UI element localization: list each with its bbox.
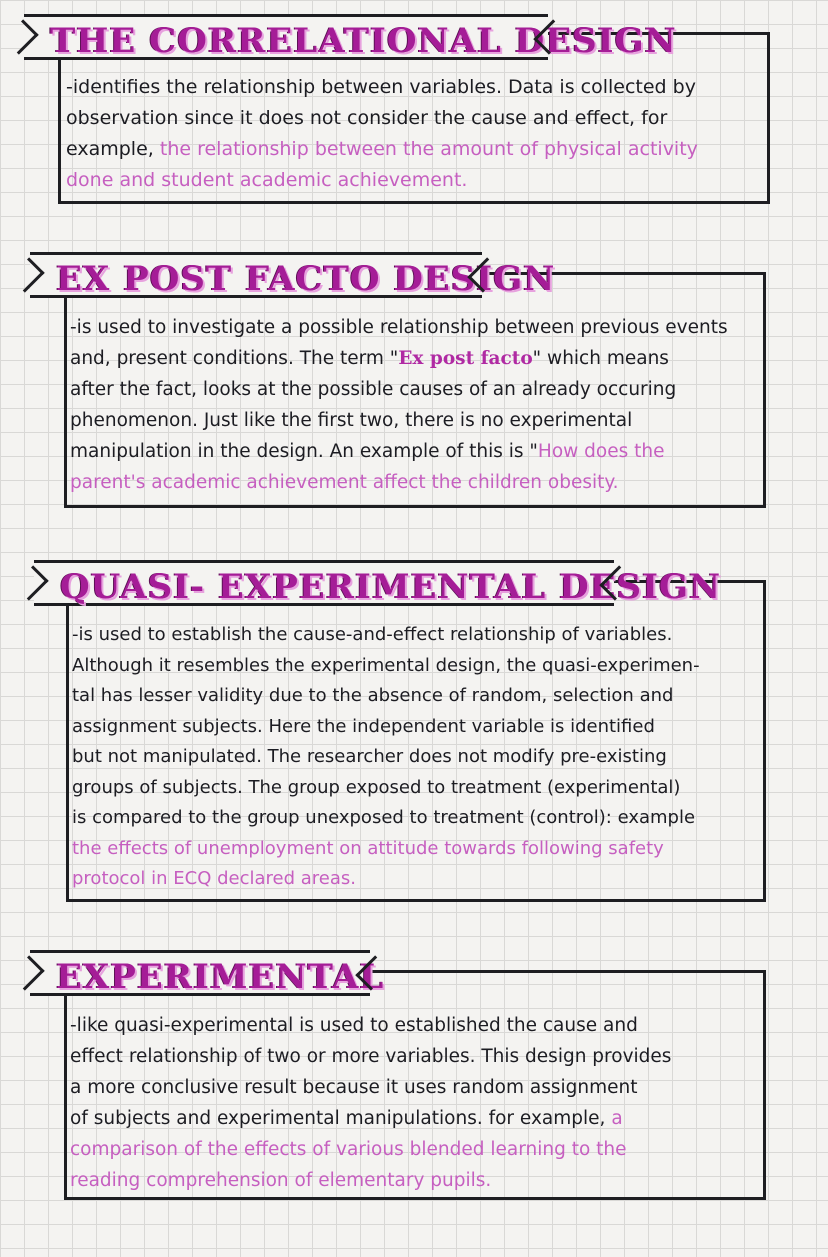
title-banner xyxy=(30,252,556,299)
section-body xyxy=(70,1010,762,1196)
example-line: comparison of the effects of various blended learning to the xyxy=(70,1139,627,1160)
body-line: observation since it does not consider the cause and effect, for xyxy=(66,107,668,129)
body-line: effect relationship of two or more variables. This design provides xyxy=(70,1046,672,1067)
example-line: the effects of unemployment on attitude towards following safety xyxy=(72,837,664,859)
example-line: protocol in ECQ declared areas. xyxy=(72,868,357,889)
body-line: groups of subjects. The group exposed to treatment (experimental) xyxy=(72,776,681,798)
body-line: is compared to the group unexposed to treatment (control): example xyxy=(72,807,696,828)
title-banner xyxy=(34,560,722,607)
body-text: and, present conditions. The term " xyxy=(70,348,399,369)
body-text: example, xyxy=(66,138,154,160)
example-text: How does the xyxy=(537,441,665,462)
section-title: EX POST FACTO DESIGN xyxy=(56,259,556,299)
body-line: -identifies the relationship between variables. Data is collected by xyxy=(66,76,696,98)
section-title: QUASI- EXPERIMENTAL DESIGN xyxy=(60,567,722,607)
body-text: manipulation in the design. An example of this is " xyxy=(70,441,538,462)
example-line: done and student academic achievement. xyxy=(66,169,468,191)
section-body xyxy=(72,620,762,895)
body-line: Although it resembles the experimental design, the quasi-experimen- xyxy=(72,654,700,676)
example-text: the relationship between the amount of physical activity xyxy=(159,138,698,160)
body-line: but not manipulated. The researcher does not modify pre-existing xyxy=(72,746,667,767)
body-line: -is used to investigate a possible relationship between previous events xyxy=(70,317,728,338)
title-banner xyxy=(24,14,677,61)
body-line xyxy=(70,436,762,467)
section-body xyxy=(66,72,766,196)
example-line: reading comprehension of elementary pupils. xyxy=(70,1170,492,1191)
body-line: phenomenon. Just like the first two, there is no experimental xyxy=(70,410,633,431)
section-title: THE CORRELATIONAL DESIGN xyxy=(50,21,677,61)
body-text: of subjects and experimental manipulations. for example, xyxy=(70,1108,606,1129)
section-title: EXPERIMENTAL xyxy=(56,957,385,997)
title-banner xyxy=(30,950,385,997)
body-line: assignment subjects. Here the independent variable is identified xyxy=(72,715,655,737)
body-line: tal has lesser validity due to the absence of random, selection and xyxy=(72,685,674,706)
body-line: a more conclusive result because it uses random assignment xyxy=(70,1077,638,1098)
example-line: parent's academic achievement affect the children obesity. xyxy=(70,472,619,493)
term-text: Ex post facto xyxy=(398,348,533,369)
body-line xyxy=(70,343,762,374)
body-line xyxy=(66,134,766,165)
section-body xyxy=(70,312,762,498)
body-text: " which means xyxy=(532,348,669,369)
example-text: a xyxy=(611,1108,623,1129)
body-line: -is used to establish the cause-and-effect relationship of variables. xyxy=(72,624,673,645)
body-line: after the fact, looks at the possible causes of an already occuring xyxy=(70,379,677,400)
body-line xyxy=(70,1103,762,1134)
body-line: -like quasi-experimental is used to established the cause and xyxy=(70,1015,638,1036)
